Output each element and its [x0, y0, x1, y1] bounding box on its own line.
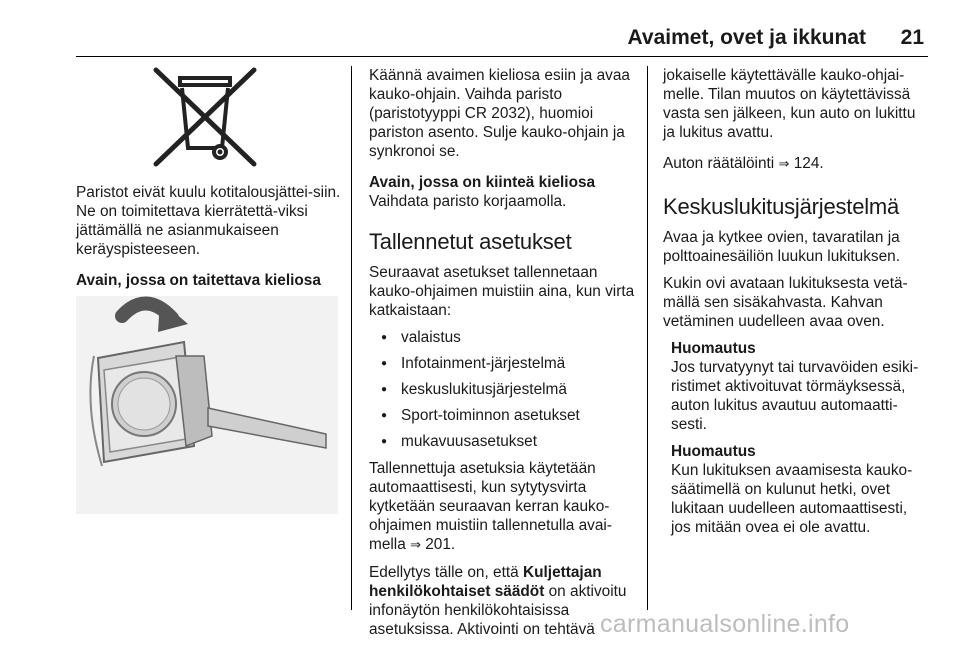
note-text: Jos turvatyynyt tai turvavöiden esiki-ristimet aktivoituvat törmäyksessä, auton lukitus avautuu automaatti-sesti. [671, 359, 919, 433]
column-3 [663, 66, 929, 549]
list-item: ● keskuslukitusjärjestelmä [369, 380, 641, 399]
continued-text: jokaiselle käytettävälle kauko-ohjai-melle. Tilan muutos on käytettävissä vasta sen jälkeen, kun auto on lukittu ja lukitus avattu. [663, 67, 916, 141]
fixed-key-text: Vaihdata paristo korjaamolla. [369, 193, 567, 210]
note-1 [663, 339, 929, 434]
column-1 [76, 183, 344, 302]
battery-disposal-text: Paristot eivät kuulu kotitalousjättei-siin. Ne on toimitettava kierrätettä-viksi jättämällä ne asianmukaiseen keräyspisteeseen. [76, 184, 341, 258]
central-locking-title: Keskuslukitusjärjestelmä [663, 194, 900, 219]
precondition-text: Edellytys tälle on, että Kuljettajan henkilökohtaiset säädöt on aktivoitu infonäytön henkilökohtaisissa asetuksissa. Aktivointi on tehtävä [369, 564, 627, 638]
page-header [76, 16, 928, 57]
list-item: ● valaistus [369, 328, 641, 347]
column-divider-1 [351, 66, 352, 610]
central-locking-text-2: Kukin ovi avataan lukituksesta vetä-mällä sen sisäkahvasta. Kahvan vetäminen uudelleen avaa oven. [663, 275, 908, 330]
saved-settings-title: Tallennetut asetukset [369, 229, 572, 254]
saved-settings-list [369, 328, 641, 451]
note-text: Kun lukituksen avaamisesta kauko-säätimellä on kulunut hetki, ovet lukitaan uudelleen automaattisesti, jos mitään ovea ei ole avattu. [671, 462, 913, 536]
watermark: carmanualsonline.info [600, 610, 850, 638]
list-item: ● Infotainment-järjestelmä [369, 354, 641, 373]
page-ref-link[interactable]: 124. [793, 155, 824, 172]
column-2 [369, 66, 641, 651]
note-title: Huomautus [671, 443, 756, 460]
page-number: 21 [900, 26, 924, 49]
page-ref-arrow-icon: ⇒ [410, 538, 421, 553]
saved-settings-usage: Tallennettuja asetuksia käytetään automaattisesti, kun sytytysvirta kytketään seuraavan kerran kauko-ohjaimen muistiin tallennetulla avai-mella ⇒ 201. [369, 460, 612, 553]
battery-change-text: Käännä avaimen kieliosa esiin ja avaa kauko-ohjain. Vaihda paristo (paristotyyppi CR 2032), huomioi pariston asento. Sulje kauko-ohjain ja synkronoi se. [369, 67, 630, 160]
saved-settings-intro: Seuraavat asetukset tallennetaan kauko-ohjaimen muistiin aina, kun virta katkaistaan: [369, 264, 635, 319]
note-2 [663, 442, 929, 537]
chapter-title: Avaimet, ovet ja ikkunat [627, 26, 866, 49]
column-divider-2 [647, 66, 648, 610]
note-title: Huomautus [671, 340, 756, 357]
list-item: ● mukavuusasetukset [369, 432, 641, 451]
page-ref-arrow-icon: ⇒ [778, 157, 790, 172]
fixed-key-heading: Avain, jossa on kiinteä kieliosa [369, 174, 596, 191]
central-locking-text-1: Avaa ja kytkee ovien, tavaratilan ja polttoainesäiliön luukun lukituksen. [663, 229, 900, 265]
folding-key-heading: Avain, jossa on taitettava kieliosa [76, 272, 321, 289]
key-battery-photo [76, 296, 338, 514]
page-ref-link[interactable]: 201. [425, 536, 456, 553]
customization-ref: Auton räätälöinti ⇒ 124. [663, 155, 824, 172]
crossed-bin-icon [150, 66, 260, 168]
list-item: ● Sport-toiminnon asetukset [369, 406, 641, 425]
